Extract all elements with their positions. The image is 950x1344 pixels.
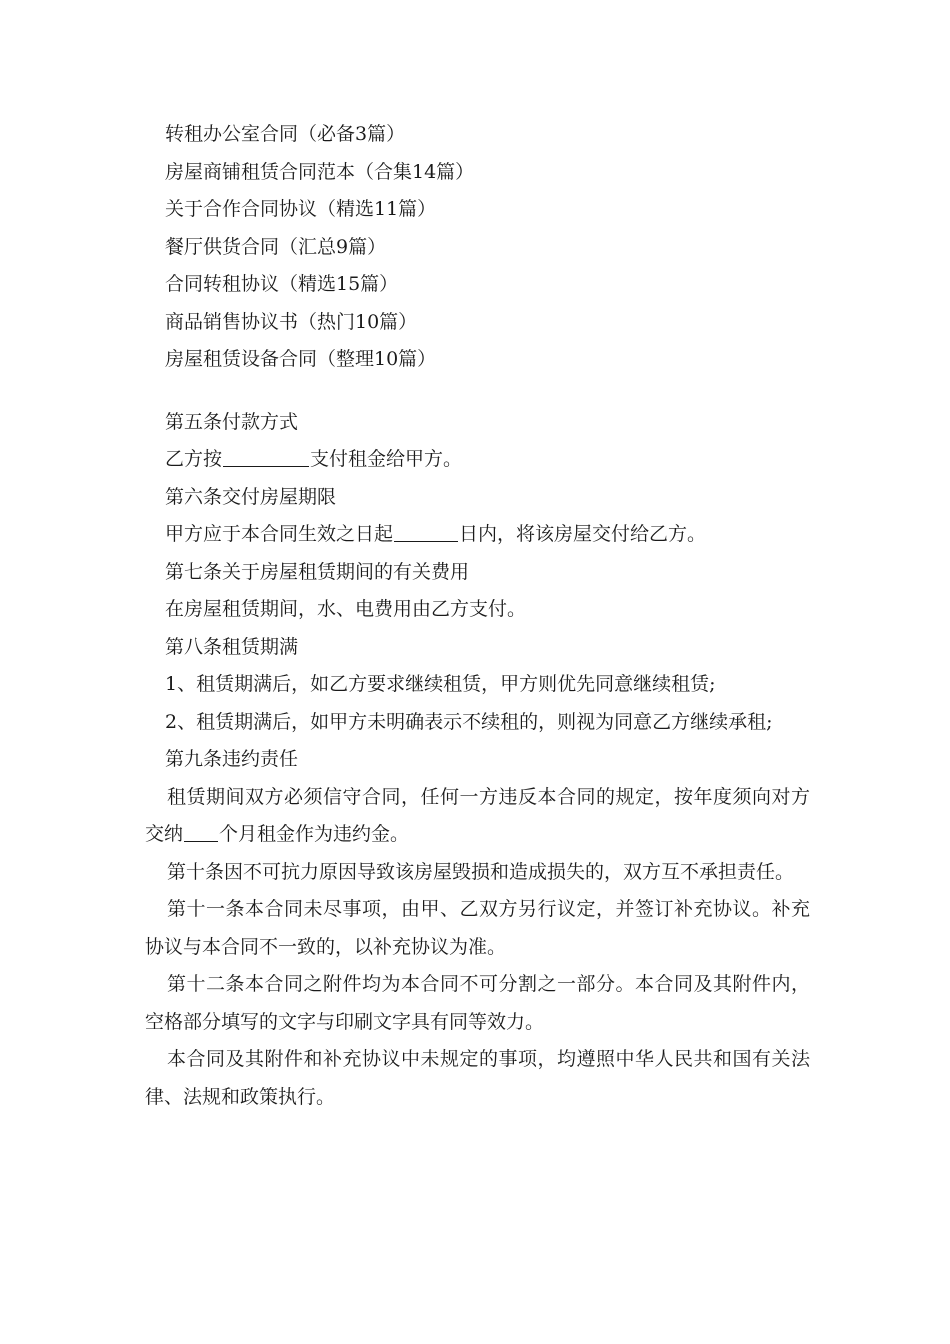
related-list — [145, 116, 810, 379]
article-8-item-2: 2、租赁期满后，如甲方未明确表示不续租的，则视为同意乙方继续承租; — [165, 710, 773, 733]
related-link-5[interactable]: 合同转租协议（精选15篇） — [165, 273, 399, 295]
article-9-text-after: 个月租金作为违约金。 — [219, 823, 410, 845]
article-8-item-1: 1、租赁期满后，如乙方要求继续租赁，甲方则优先同意继续租赁; — [165, 673, 716, 695]
article-11-text: 第十一条本合同未尽事项，由甲、乙双方另行议定，并签订补充协议。补充协议与本合同不一致的，以补充协议为准。 — [145, 898, 810, 958]
payment-method-blank — [223, 447, 309, 467]
article-6-text — [145, 516, 810, 554]
article-9-text-before: 租赁期间双方必须信守合同，任何一方违反本合同的规定，按年度须向对方交纳 — [145, 785, 810, 845]
article-6-text-before: 甲方应于本合同生效之日起 — [165, 523, 394, 545]
closing-text: 本合同及其附件和补充协议中未规定的事项，均遵照中华人民共和国有关法律、法规和政策执行。 — [145, 1048, 810, 1108]
article-6-heading: 第六条交付房屋期限 — [165, 485, 337, 508]
delivery-days-blank — [394, 522, 458, 542]
article-12-text: 第十二条本合同之附件均为本合同不可分割之一部分。本合同及其附件内，空格部分填写的文字与印刷文字具有同等效力。 — [145, 973, 810, 1033]
penalty-months-blank — [184, 822, 218, 842]
article-9-text — [145, 779, 810, 854]
article-10-text: 第十条因不可抗力原因导致该房屋毁损和造成损失的，双方互不承担责任。 — [167, 860, 795, 883]
article-7-heading: 第七条关于房屋租赁期间的有关费用 — [165, 560, 470, 583]
document-page — [145, 116, 810, 1116]
article-7-text: 在房屋租赁期间，水、电费用由乙方支付。 — [165, 598, 527, 620]
spacer — [145, 379, 810, 404]
article-9-heading: 第九条违约责任 — [165, 748, 299, 770]
related-link-1[interactable]: 转租办公室合同（必备3篇） — [165, 123, 406, 145]
article-5-text-before: 乙方按 — [165, 448, 223, 470]
related-link-2[interactable]: 房屋商铺租赁合同范本（合集14篇） — [165, 160, 475, 183]
article-6-text-after: 日内，将该房屋交付给乙方。 — [459, 523, 707, 545]
related-link-4[interactable]: 餐厅供货合同（汇总9篇） — [165, 235, 387, 258]
related-link-6[interactable]: 商品销售协议书（热门10篇） — [165, 310, 418, 333]
article-8-heading: 第八条租赁期满 — [165, 635, 299, 658]
article-5-heading: 第五条付款方式 — [165, 410, 299, 433]
related-link-3[interactable]: 关于合作合同协议（精选11篇） — [165, 198, 437, 220]
article-5-text-after: 支付租金给甲方。 — [310, 448, 463, 470]
related-link-7[interactable]: 房屋租赁设备合同（整理10篇） — [165, 348, 437, 370]
article-5-text — [145, 441, 810, 479]
